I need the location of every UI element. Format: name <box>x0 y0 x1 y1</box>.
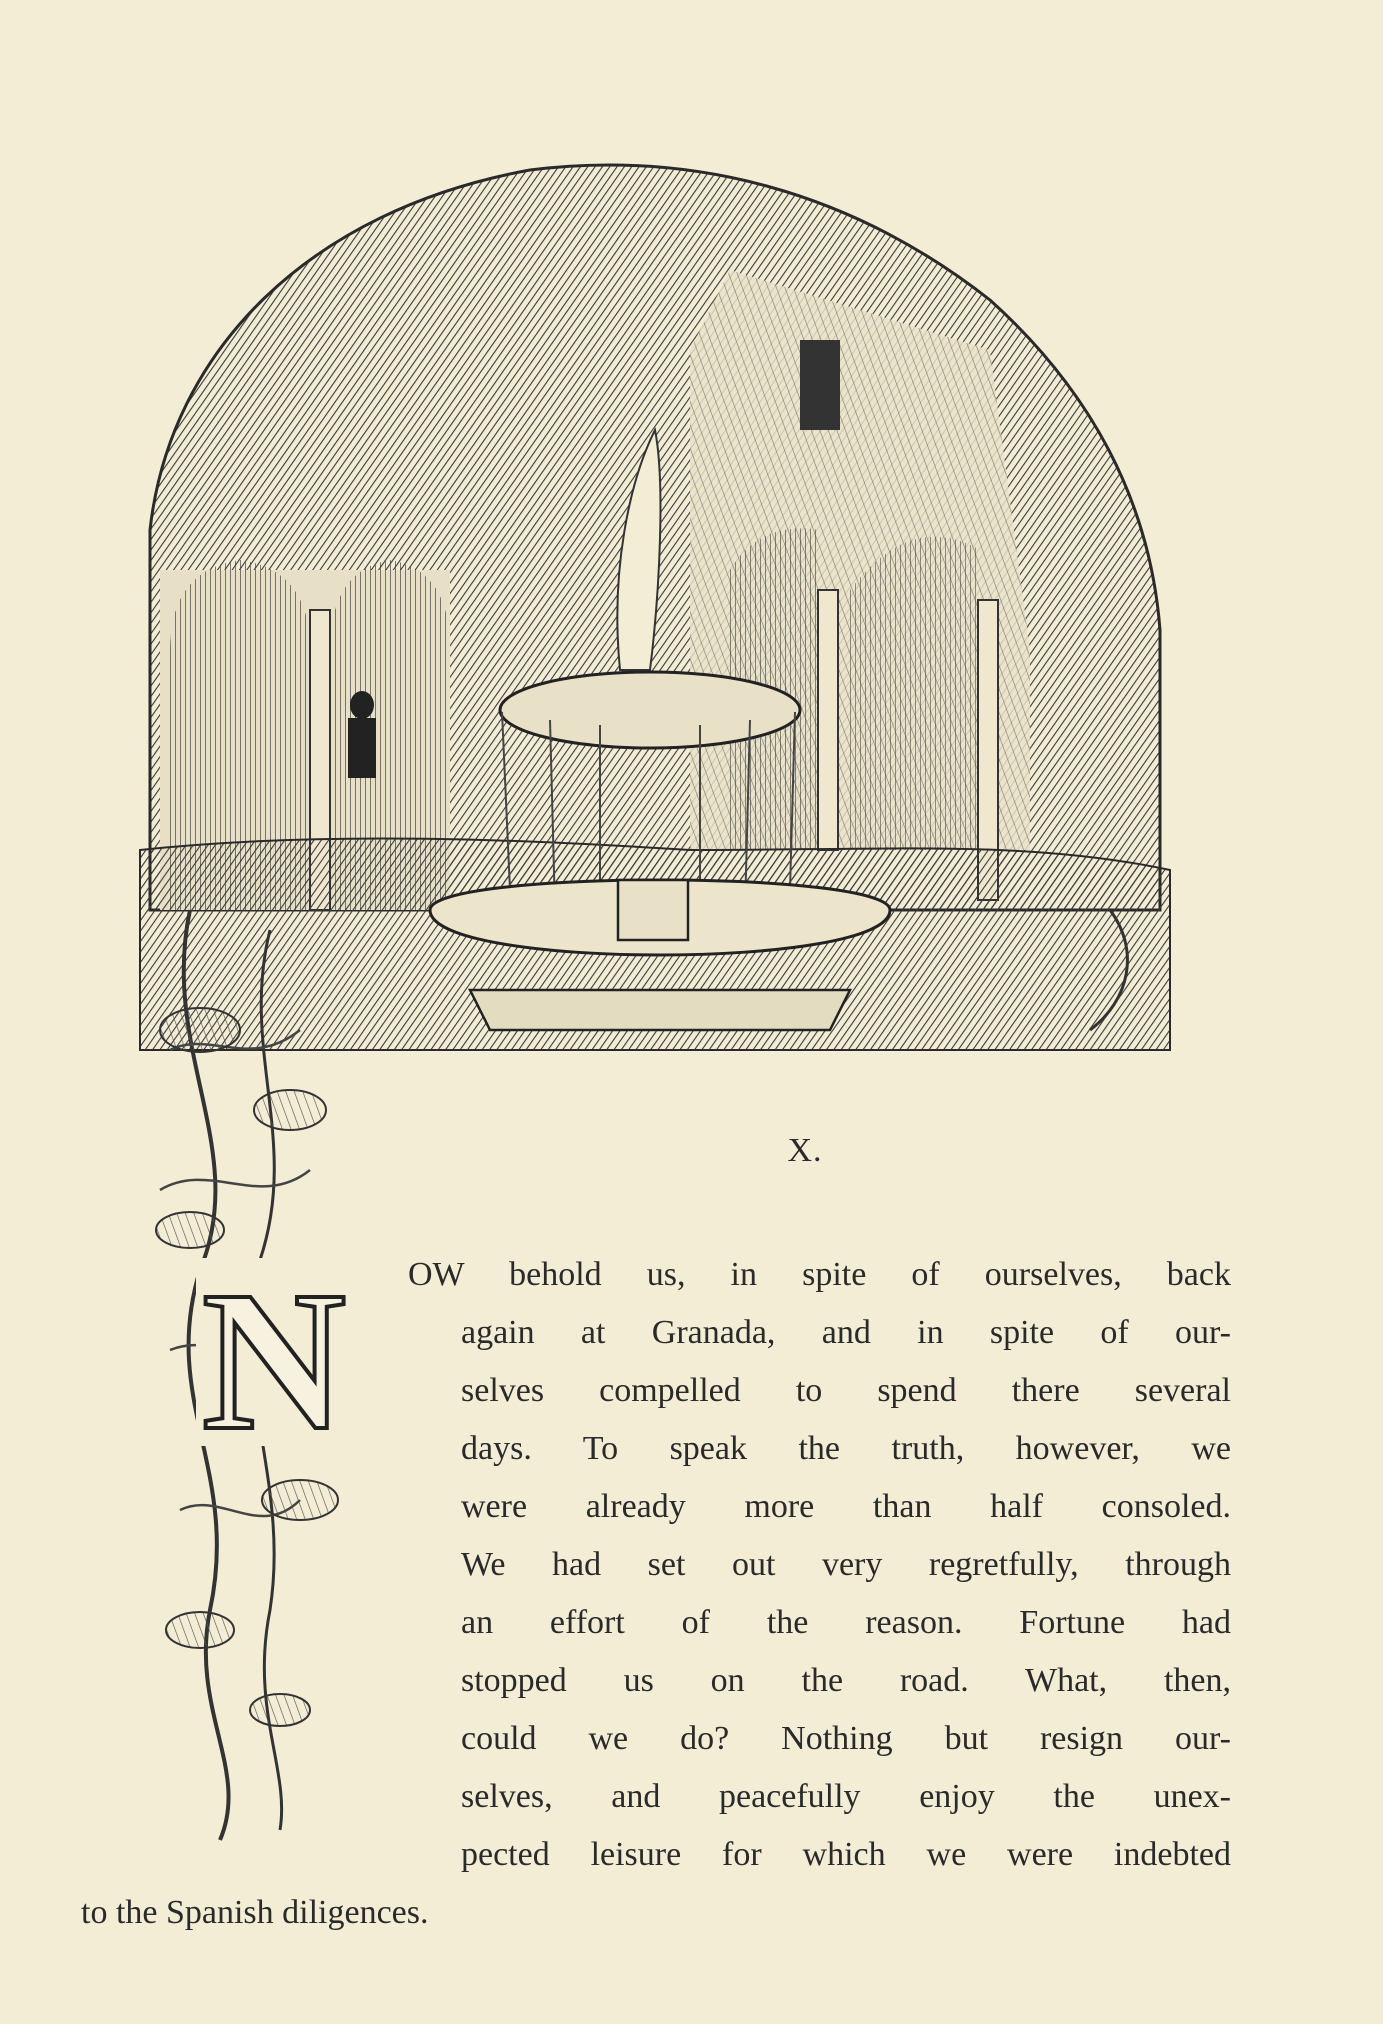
text-line: selves compelled to spend there several <box>461 1372 1231 1409</box>
drop-cap-letter: N <box>201 1258 347 1446</box>
text-line: an effort of the reason. Fortune had <box>461 1604 1231 1641</box>
text-line: OW behold us, in spite of ourselves, back <box>408 1256 1231 1293</box>
text-line: again at Granada, and in spite of our- <box>461 1314 1231 1351</box>
text-line: were already more than half consoled. <box>461 1488 1231 1525</box>
text-line: days. To speak the truth, however, we <box>461 1430 1231 1467</box>
text-line: selves, and peacefully enjoy the unex- <box>461 1778 1231 1815</box>
text-line: stopped us on the road. What, then, <box>461 1662 1231 1699</box>
text-line: could we do? Nothing but resign our- <box>461 1720 1231 1757</box>
text-line: pected leisure for which we were indebted <box>461 1836 1231 1873</box>
chapter-number: X. <box>787 1132 823 1169</box>
text-line: We had set out very regretfully, through <box>461 1546 1231 1583</box>
text-line: to the Spanish diligences. <box>81 1894 429 1931</box>
